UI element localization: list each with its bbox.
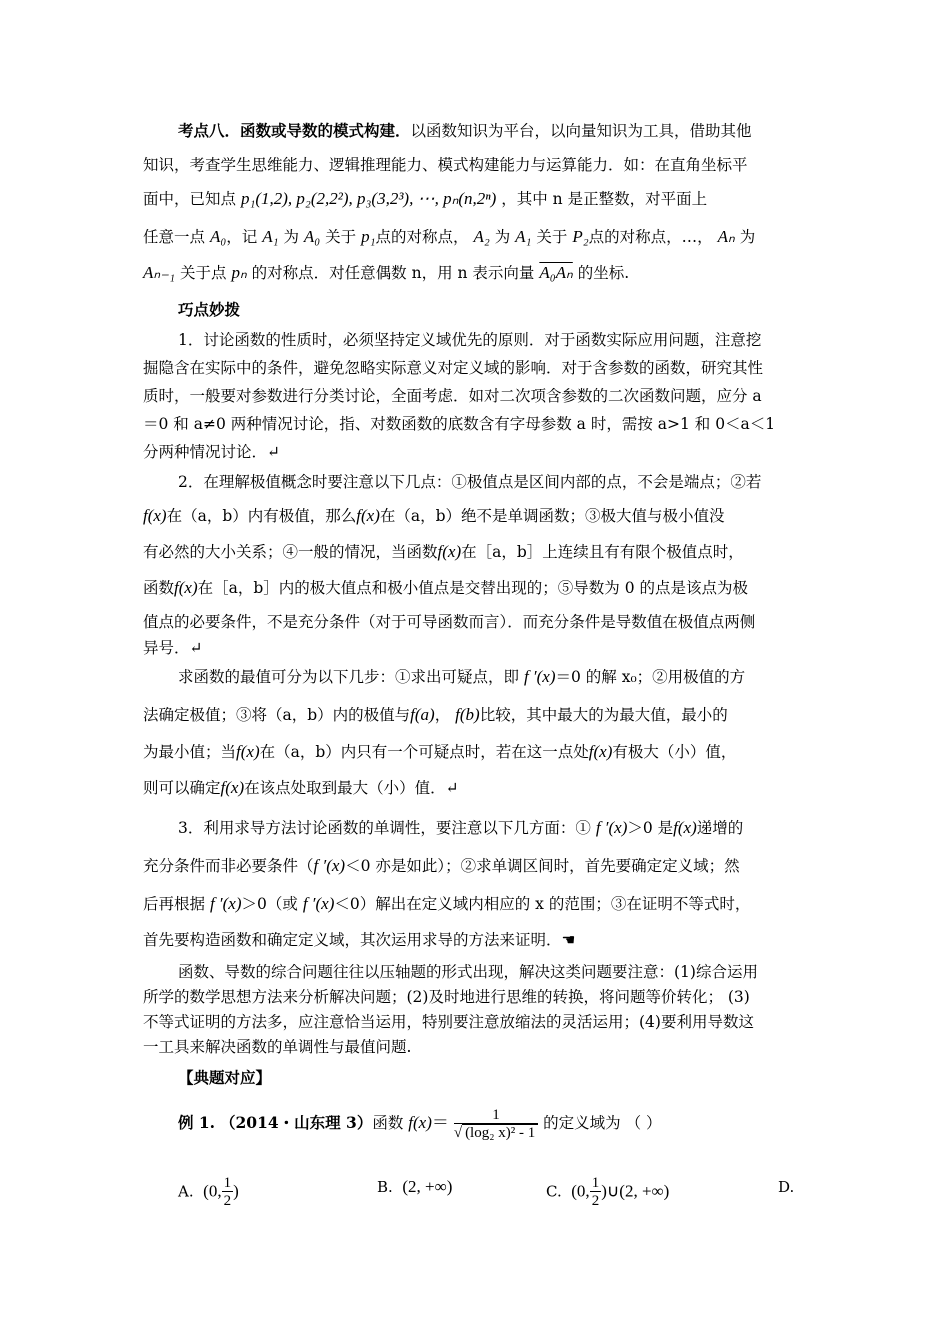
points-formula: p₁(1,2), p₂(2,2²), p₃(3,2³), ⋯, pₙ(n,2ⁿ)	[240, 189, 497, 208]
return-mark: ↵	[267, 443, 281, 461]
option-d[interactable]: D.	[778, 1178, 795, 1196]
tip1-line-3: 质时，一般要对参数进行分类讨论，全面考虑．如对二次项含参数的二次函数问题，应分 a	[143, 387, 762, 405]
example-source: （2014・山东理 3）	[220, 1113, 373, 1132]
extreme-line-1: 求函数的最值可分为以下几步：①求出可疑点，即 f ′(x)＝0 的解 x₀；②用极值的方	[178, 667, 746, 686]
tip3-line-2: 充分条件而非必要条件（f ′(x)＜0 亦是如此）；②求单调区间时，首先要确定定义域；然	[143, 856, 740, 875]
tip1-line-1: 1．讨论函数的性质时，必须坚持定义域优先的原则．对于函数实际应用问题，注意挖	[178, 331, 762, 349]
option-c[interactable]: C. (0, $\frac{1}{2}$ )∪(2, +∞)	[546, 1175, 670, 1209]
kd8-line-1: 考点八．函数或导数的模式构建．以函数知识为平台，以向量知识为工具，借助其他	[178, 121, 752, 140]
extreme-line-2: 法确定极值；③将（a，b）内的极值与f(a)， f(b)比较，其中最大的为最大值，最小的	[143, 705, 728, 724]
tip2-line-6: 异号．↵	[143, 639, 203, 657]
example-label: 例 1.	[178, 1113, 216, 1132]
tips-title: 巧点妙拨	[178, 300, 241, 319]
kd8-line-2: 知识，考查学生思维能力、逻辑推理能力、模式构建能力与运算能力．如：在直角坐标平	[143, 156, 748, 174]
tip1-line-2: 掘隐含在实际中的条件，避免忽略实际意义对定义域的影响．对于含参数的函数，研究其性	[143, 359, 764, 377]
tip3-line-4: 首先要构造函数和确定定义域，其次运用求导的方法来证明．☚	[143, 931, 576, 949]
kd8-heading: 考点八．函数或导数的模式构建．	[178, 121, 411, 140]
vector-A0An: A₀Aₙ	[539, 263, 573, 282]
kd8-line-5: Aₙ₋₁ 关于点 pₙ 的对称点．对任意偶数 n，用 n 表示向量 A₀Aₙ 的坐标.	[143, 263, 630, 282]
kd8-line-3: 面中，已知点 p₁(1,2), p₂(2,2²), p₃(3,2³), ⋯, pₙ(n,2ⁿ) ，其中 n 是正整数，对平面上	[143, 189, 708, 208]
kd8-line-4: 任意一点 A₀，记 A₁ 为 A₀ 关于 p₁点的对称点， A₂ 为 A₁ 关于 P₂点的对称点，…， Aₙ 为	[143, 227, 756, 246]
compre-line-1: 函数、导数的综合问题往往以压轴题的形式出现，解决这类问题要注意：(1)综合运用	[178, 963, 758, 981]
tip2-line-5: 值点的必要条件，不是充分条件（对于可导函数而言）．而充分条件是导数值在极值点两侧	[143, 613, 756, 631]
tip3-line-3: 后再根据 f ′(x)＞0（或 f ′(x)＜0）解出在定义域内相应的 x 的范围；③在证明不等式时，	[143, 894, 751, 913]
hand-mark: ☚	[561, 931, 576, 949]
option-b[interactable]: B. (2, +∞)	[377, 1177, 453, 1196]
tip2-line-1: 2．在理解极值概念时要注意以下几点：①极值点是区间内部的点，不会是端点；②若	[178, 473, 762, 491]
compre-line-4: 一工具来解决函数的单调性与最值问题.	[143, 1038, 412, 1056]
compre-line-3: 不等式证明的方法多，应注意恰当运用，特别要注意放缩法的灵活运用；(4)要利用导数这	[143, 1013, 754, 1031]
section-title: 【典题对应】	[178, 1068, 272, 1087]
return-mark: ↵	[445, 779, 459, 797]
extreme-line-4: 则可以确定f(x)在该点处取到最大（小）值．↵	[143, 778, 459, 797]
tip2-line-2: f(x)在（a，b）内有极值，那么f(x)在（a，b）绝不是单调函数；③极大值与极小值没	[143, 506, 725, 525]
tip1-line-4: ＝0 和 a≠0 两种情况讨论，指、对数函数的底数含有字母参数 a 时，需按 a>1 和 0＜a＜1	[143, 415, 776, 433]
option-a[interactable]: A. (0, $\frac{1}{2}$ )	[178, 1175, 239, 1209]
extreme-line-3: 为最小值；当f(x)在（a，b）内只有一个可疑点时，若在这一点处f(x)有极大（小）值，	[143, 742, 737, 761]
compre-line-2: 所学的数学思想方法来分析解决问题；(2)及时地进行思维的转换，将问题等价转化； (3)	[143, 988, 750, 1006]
tip1-line-5: 分两种情况讨论．↵	[143, 443, 281, 461]
example1-line: 例 1. （2014・山东理 3）函数 f(x)＝ $\frac{1}{\text{√ (log₂ x)² - 1}}$ 的定义域为 （ ）	[178, 1106, 662, 1141]
return-mark: ↵	[189, 639, 203, 657]
domain-fraction: $\frac{1}{\text{√ (log₂ x)² - 1}}$	[454, 1107, 538, 1142]
tip2-line-4: 函数f(x)在［a，b］内的极大值点和极小值点是交替出现的；⑤导数为 0 的点是该点为极	[143, 578, 748, 597]
tip3-line-1: 3．利用求导方法讨论函数的单调性，要注意以下几方面：① f ′(x)＞0 是f(x)递增的	[178, 818, 744, 837]
tip2-line-3: 有必然的大小关系；④一般的情况，当函数f(x)在［a，b］上连续且有有限个极值点时，	[143, 542, 744, 561]
